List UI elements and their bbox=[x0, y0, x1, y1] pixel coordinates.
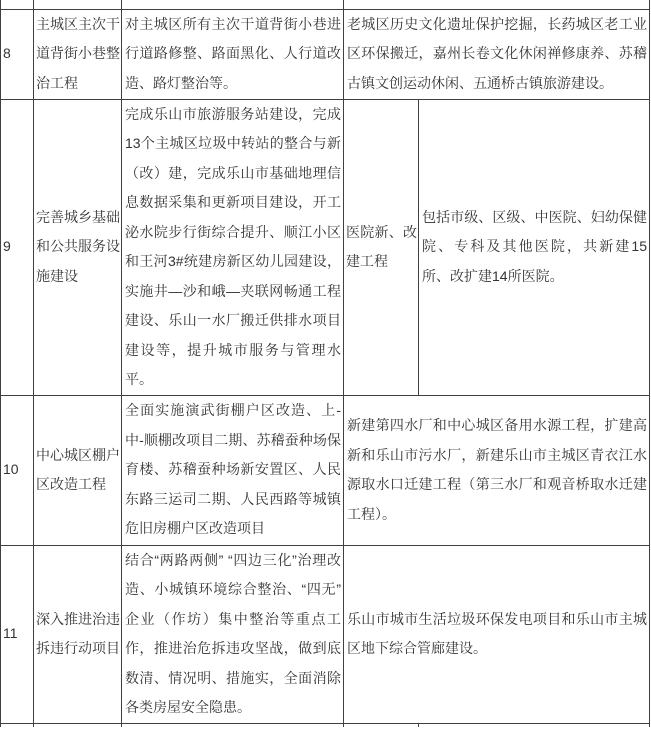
project-name-cell: 深入推进治违拆违行动项目 bbox=[34, 545, 122, 723]
project-name-cell bbox=[34, 0, 122, 9]
subproject-desc-cell bbox=[344, 0, 650, 9]
project-desc-cell: 结合“两路两侧” “四边三化”治理改造、小城镇环境综合整治、“四无”企业（作坊）集中整治等重点工作，推进治危拆违攻坚战，做到底数清、情况明、措施实，全面消除各类房屋安全隐患。 bbox=[122, 545, 344, 723]
subproject-desc-cell: 老城区历史文化遗址保护挖掘，长药城区老工业区环保搬迁，嘉州长卷文化休闲禅修康养、苏稽古镇文创运动休闲、五通桥古镇旅游建设。 bbox=[344, 9, 650, 99]
row-number-cell: 11 bbox=[1, 545, 34, 723]
row-number-cell bbox=[1, 723, 34, 727]
table-row-partial-top bbox=[1, 0, 650, 9]
table-row-8 bbox=[1, 9, 650, 99]
subproject-name-cell: 医院新、改建工程 bbox=[344, 99, 419, 395]
project-name-cell: 完善城乡基础和公共服务设施建设 bbox=[34, 99, 122, 395]
project-desc-cell bbox=[122, 723, 344, 727]
table-row-9 bbox=[1, 99, 650, 395]
row-number-cell: 9 bbox=[1, 99, 34, 395]
row-number-cell: 10 bbox=[1, 395, 34, 545]
row-number-cell bbox=[1, 0, 34, 9]
row-number-cell: 8 bbox=[1, 9, 34, 99]
project-desc-cell: 全面实施演武街棚户区改造、上-中-顺棚改项目二期、苏稽蚕种场保育楼、苏稽蚕种场新安置区、人民东路三运司二期、人民西路等城镇危旧房棚户区改造项目 bbox=[122, 395, 344, 545]
project-name-cell bbox=[34, 723, 122, 727]
subproject-desc-cell: 乐山市城市生活垃圾环保发电项目和乐山市主城区地下综合管廊建设。 bbox=[344, 545, 650, 723]
subproject-desc-cell bbox=[419, 723, 650, 727]
project-desc-cell bbox=[122, 0, 344, 9]
project-desc-cell: 对主城区所有主次干道背街小巷进行道路修整、路面黑化、人行道改造、路灯整治等。 bbox=[122, 9, 344, 99]
table-row-partial-bottom bbox=[1, 723, 650, 727]
table-row-11 bbox=[1, 545, 650, 723]
subproject-desc-cell: 新建第四水厂和中心城区备用水源工程，扩建高新和乐山市污水厂，新建乐山市主城区青衣江水源取水口迁建工程（第三水厂和观音桥取水迁建工程）。 bbox=[344, 395, 650, 545]
project-name-cell: 中心城区棚户区改造工程 bbox=[34, 395, 122, 545]
project-desc-cell: 完成乐山市旅游服务站建设，完成13个主城区垃圾中转站的整合与新（改）建，完成乐山市基础地理信息数据采集和更新项目建设，开工泌水院步行街综合提升、顺江小区和王河3#统建房新区幼儿园建设，实施井—沙和峨—夹联网畅通工程建设、乐山一水厂搬迁供排水项目建设等，提升城市服务与管理水平。 bbox=[122, 99, 344, 395]
subproject-name-cell bbox=[344, 723, 419, 727]
project-name-cell: 主城区主次干道背街小巷整治工程 bbox=[34, 9, 122, 99]
table-row-10 bbox=[1, 395, 650, 545]
subproject-desc-cell: 包括市级、区级、中医院、妇幼保健院、专科及其他医院，共新建15所、改扩建14所医院。 bbox=[419, 99, 650, 395]
